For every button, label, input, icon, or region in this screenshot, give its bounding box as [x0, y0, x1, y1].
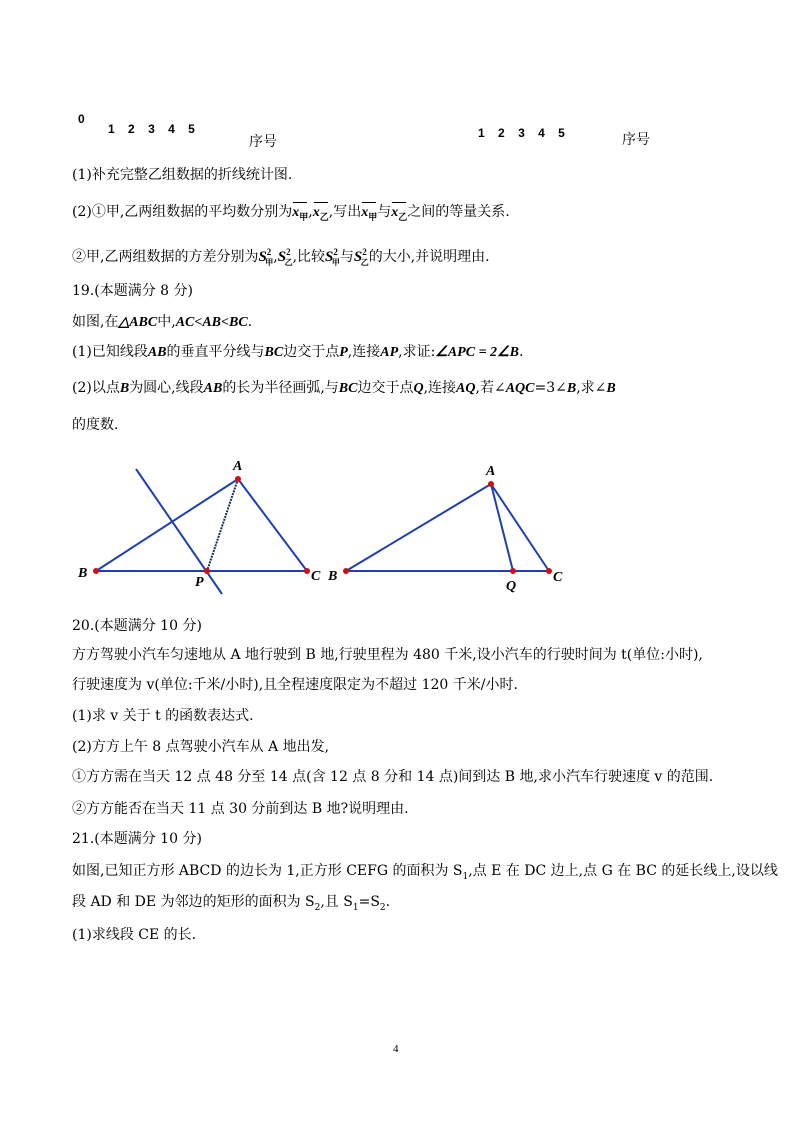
q19-part1: (1)已知线段AB的垂直平分线与BC边交于点P,连接AP,求证:∠APC = 2∠B.	[72, 344, 524, 360]
right-axis-ticks	[478, 126, 565, 140]
q20-line5: ①方方需在当天 12 点 48 分至 14 点(含 12 点 8 分和 14 点)间到达 B 地,求小汽车行驶速度 v 的范围.	[72, 769, 714, 785]
label-a: A	[233, 459, 243, 474]
perpendicular-bisector-line	[136, 469, 222, 594]
point-b	[93, 568, 99, 574]
tick-label: 5	[188, 122, 195, 136]
right-axis-xlabel: 序号	[622, 132, 650, 148]
mean-symbol-jia: $x_甲$	[292, 204, 308, 226]
tick-label: 5	[558, 126, 565, 140]
q19-part2: (2)以点B为圆心,线段AB的长为半径画弧,与BC边交于点Q,连接AQ,若∠AQC=3∠B,求∠B	[72, 380, 616, 396]
tick-label: 4	[538, 126, 545, 140]
segment-ac	[238, 479, 307, 571]
point-q	[510, 568, 516, 574]
axis-zero-label: 0	[78, 112, 85, 126]
variance-symbol-yi: $S^2_乙$	[277, 247, 293, 267]
left-axis-xlabel: 序号	[249, 134, 277, 150]
point-a	[235, 476, 241, 482]
tick-label: 4	[168, 122, 175, 136]
mean-symbol-jia: $x_甲$	[361, 204, 377, 226]
page-number: 4	[393, 1043, 399, 1055]
q20-line6: ②方方能否在当天 11 点 30 分前到达 B 地?说明理由.	[72, 801, 409, 817]
q21-line1: 如图,已知正方形 ABCD 的边长为 1,正方形 CEFG 的面积为 $S_1$,点 E 在 DC 边上,点 G 在 BC 的延长线上,设以线	[72, 863, 778, 882]
point-c	[546, 568, 552, 574]
q20-line4: (2)方方上午 8 点驾驶小汽车从 A 地出发,	[72, 739, 330, 755]
segment-ap	[207, 479, 238, 571]
tick-label: 2	[498, 126, 505, 140]
label-b: B	[328, 569, 338, 584]
q19-intro: 如图,在△ABC中,AC<AB<BC.	[72, 314, 253, 330]
tick-label: 2	[128, 122, 135, 136]
mean-symbol-yi: $x_乙$	[313, 204, 329, 226]
point-c	[304, 568, 310, 574]
point-a	[488, 481, 494, 487]
variance-symbol-jia: $S^2_甲$	[258, 247, 274, 267]
q21-line2: 段 AD 和 DE 为邻边的矩形的面积为 $S_2$,且 $S_1=S_2$.	[72, 894, 391, 913]
segment-ac	[491, 484, 549, 571]
segment-ab	[346, 484, 491, 571]
segment-ab	[96, 479, 238, 571]
point-p	[204, 568, 210, 574]
variance-symbol-yi: $S^2_乙$	[353, 247, 369, 267]
label-q: Q	[506, 579, 517, 594]
label-p: P	[195, 575, 204, 590]
left-axis-ticks	[108, 122, 195, 136]
label-c: C	[311, 569, 321, 584]
mean-symbol-yi: $x_乙$	[391, 204, 407, 226]
q19-figures	[0, 450, 794, 600]
tick-label: 3	[148, 122, 155, 136]
label-a: A	[486, 464, 496, 479]
label-c: C	[553, 570, 563, 585]
q21-header: 21.(本题满分 10 分)	[72, 831, 202, 847]
variance-symbol-jia: $S^2_甲$	[325, 247, 340, 267]
q18-part2: (2)①甲,乙两组数据的平均数分别为$x_甲,x_乙$,写出$x_甲$与$x_乙$之间的等量关系.	[72, 203, 510, 226]
q20-line1: 方方驾驶小汽车匀速地从 A 地行驶到 B 地,行驶里程为 480 千米,设小汽车的行驶时间为 t(单位:小时),	[72, 647, 703, 663]
point-b	[343, 568, 349, 574]
tick-label: 1	[478, 126, 485, 140]
label-b: B	[78, 566, 88, 581]
tick-label: 1	[108, 122, 115, 136]
q19-header: 19.(本题满分 8 分)	[72, 283, 193, 299]
figure-1	[77, 459, 321, 594]
q21-line3: (1)求线段 CE 的长.	[72, 927, 197, 943]
q20-header: 20.(本题满分 10 分)	[72, 618, 202, 634]
figure-2	[327, 464, 563, 594]
q20-line2: 行驶速度为 v(单位:千米/小时),且全程速度限定为不超过 120 千米/小时.	[72, 677, 518, 693]
q18-part1: (1)补充完整乙组数据的折线统计图.	[72, 167, 293, 183]
q20-line3: (1)求 v 关于 t 的函数表达式.	[72, 708, 254, 724]
tick-label: 3	[518, 126, 525, 140]
q18-part3: ②甲,乙两组数据的方差分别为$S^2_甲,S^2_乙$,比较$S^2_甲$与$S^2_乙$的大小,并说明理由.	[72, 247, 490, 267]
q19-part2-tail: 的度数.	[72, 417, 119, 433]
segment-aq	[491, 484, 513, 571]
